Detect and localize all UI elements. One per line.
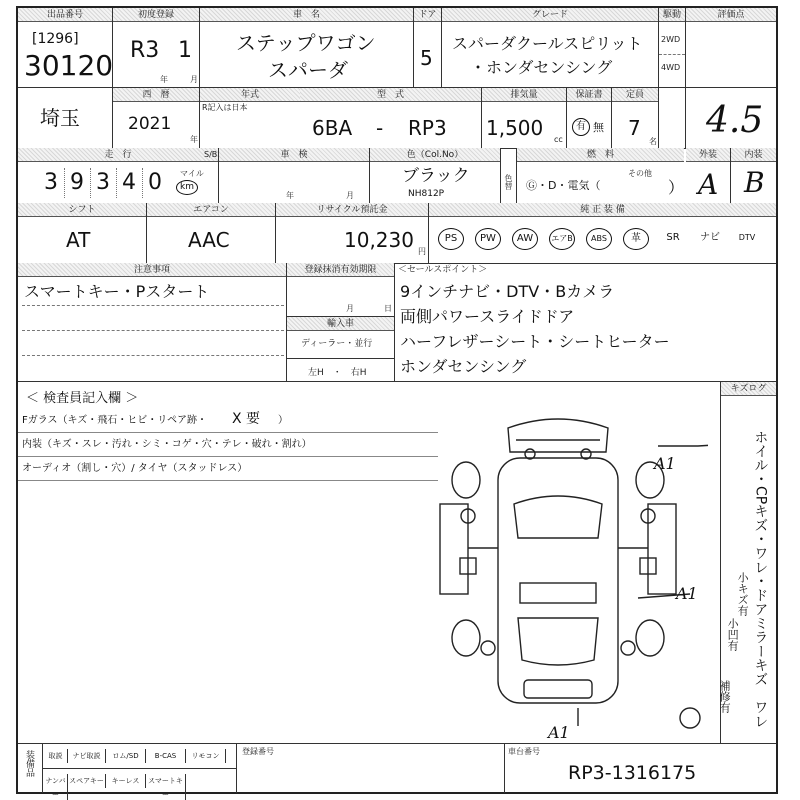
exterior-grade: A: [698, 168, 719, 201]
inspection-expiry-header: 車 検: [219, 148, 369, 162]
equipment-header: 純 正 装 備: [429, 203, 776, 217]
lot-bracket: [1296]: [32, 31, 79, 47]
reg-no-label: 登録番号: [242, 747, 274, 756]
recycle-value: 10,230: [344, 228, 414, 252]
western-header: 西 暦: [113, 88, 199, 102]
exterior-header: 外装: [686, 148, 730, 162]
mileage-unit-mile: マイル: [180, 169, 204, 178]
footer-equipment-cell: キーレス: [106, 774, 146, 788]
year-note: R記入は日本: [202, 103, 248, 112]
equipment-badge: ABS: [586, 228, 612, 250]
equipment-badge: SR: [666, 232, 680, 243]
expiry-month-unit: 月: [346, 191, 354, 200]
footer-equipment-cell: ナビ取説: [68, 749, 106, 763]
sales-point-line: ホンダセンシング: [400, 357, 527, 376]
fuel-close: ）: [668, 178, 685, 197]
shift-header: シフト: [18, 203, 146, 217]
first-reg-header: 初度登録: [113, 8, 199, 22]
fuel-header: 燃 料: [517, 148, 684, 162]
right-notes-col4: 補修有: [718, 680, 732, 713]
shift-value: AT: [66, 228, 91, 252]
model-header: 型 式: [300, 88, 481, 102]
inspector-header: ＜ 検査員記入欄 ＞: [26, 391, 139, 406]
inspector-line1: Fガラス（キズ・飛石・ヒビ・リペア跡・: [22, 415, 208, 426]
model-year-header: 年式: [200, 88, 300, 102]
import-dealer: ディーラー・並行: [301, 339, 373, 349]
mileage-header: 走 行: [18, 148, 218, 162]
footer-equipment-cell: ナンバー: [44, 774, 68, 800]
equipment-badge: DTV: [738, 233, 756, 242]
import-header: 輸入車: [287, 317, 394, 331]
footer-equipment-cell: スペアキー: [68, 774, 106, 788]
mileage-digit: 3: [44, 170, 58, 195]
mileage-unit-km: km: [176, 180, 198, 195]
import-steering: 左H ・ 右H: [308, 368, 367, 378]
footer-equipment-label: 装備品: [24, 750, 34, 777]
notes-line1: スマートキー・Pスタート: [24, 282, 210, 301]
right-notes-col2: 小キズ有: [736, 572, 750, 616]
capacity-unit: 名: [649, 137, 657, 146]
right-notes-header: キズログ: [721, 382, 776, 396]
lot-number: 30120: [24, 49, 114, 82]
recycle-header: リサイクル預託金: [276, 203, 428, 217]
reg-month: 月: [346, 304, 354, 313]
right-notes-col1: ホイル・CPキズ・ワレ・ドアミラーキズ ワレ: [752, 430, 769, 729]
drive-header: 駆動: [659, 8, 685, 22]
mileage-digit: 9: [70, 170, 84, 195]
model-code: RP3: [408, 116, 447, 140]
mileage-digit: 3: [96, 170, 110, 195]
inspection-header: 保証書: [567, 88, 611, 102]
grade-line2: ・ホンダセンシング: [470, 58, 613, 77]
equipment-badge: 革: [623, 228, 649, 250]
first-reg-month: 1: [178, 38, 192, 63]
sales-point-line: 9インチナビ・DTV・Bカメラ: [400, 282, 615, 301]
reg-day: 日: [384, 304, 392, 313]
recycle-unit: 円: [418, 247, 426, 256]
color-change-label: 色替: [504, 174, 513, 190]
fuel-options: Ⓖ・D・電気（: [526, 179, 601, 192]
equipment-badge: エアB: [549, 228, 575, 250]
western-year-unit: 年: [190, 135, 198, 144]
model-dash: -: [376, 116, 384, 140]
footer-equipment-cell: ロム/SD: [106, 749, 146, 763]
auction-sheet: [16, 6, 778, 799]
warranty-yes: 有: [572, 118, 590, 136]
mileage-digit: 0: [148, 170, 162, 195]
warranty-no: 無: [593, 121, 604, 134]
month-unit: 月: [190, 75, 198, 84]
mileage-note: S/B: [204, 150, 218, 159]
aircon-value: AAC: [188, 228, 230, 252]
doors-value: 5: [420, 46, 433, 70]
car-name-line1: ステップワゴン: [236, 31, 376, 55]
lot-header: 出品番号: [18, 8, 112, 22]
expiry-year-unit: 年: [286, 191, 294, 200]
interior-grade: B: [744, 166, 765, 199]
car-name-header: 車 名: [200, 8, 413, 22]
model-prefix: 6BA: [312, 116, 353, 140]
mileage-digit: 4: [122, 170, 136, 195]
inspector-line2: 内装（キズ・スレ・汚れ・シミ・コゲ・穴・テレ・破れ・割れ）: [22, 439, 312, 450]
score-header: 評価点: [686, 8, 776, 22]
inspector-line1-mark: X 要: [232, 411, 261, 427]
western-year: 2021: [128, 114, 172, 134]
displacement-unit: cc: [554, 135, 563, 144]
footer-equipment-cell: B-CAS: [146, 749, 186, 763]
year-unit: 年: [160, 75, 168, 84]
fuel-other: その他: [628, 169, 652, 178]
interior-header: 内装: [731, 148, 776, 162]
inspector-line1-close: ）: [278, 415, 288, 426]
displacement-header: 排気量: [482, 88, 566, 102]
footer-equipment-cell: スマートキー: [146, 774, 186, 800]
color-code: NH812P: [408, 189, 445, 199]
footer-equipment-cell: リモコン: [186, 749, 226, 763]
equipment-badge: PW: [475, 228, 501, 250]
equipment-badge: ナビ: [700, 232, 720, 243]
registration-header: 登録抹消有効期限: [287, 263, 394, 277]
grade-line1: スパーダクールスピリット: [452, 34, 643, 53]
aircon-header: エアコン: [147, 203, 275, 217]
grade-header: グレード: [442, 8, 658, 22]
drive-4wd: 4WD: [661, 63, 681, 72]
color-name: ブラック: [402, 166, 470, 186]
mark-rear-right: A1: [676, 584, 698, 603]
color-header: 色（Col.No）: [370, 148, 500, 162]
drive-2wd: 2WD: [661, 35, 681, 44]
mark-bottom: A1: [548, 723, 570, 742]
capacity-value: 7: [628, 116, 641, 140]
doors-header: ドア: [414, 8, 441, 22]
sales-point-line: ハーフレザーシート・シートヒーター: [400, 332, 670, 351]
sales-points-header: ＜セールスポイント＞: [398, 265, 488, 275]
equipment-badge: AW: [512, 228, 538, 250]
score-value: 4.5: [706, 100, 764, 141]
car-name-line2: スパーダ: [268, 58, 348, 82]
right-notes-col3: 小凹有: [726, 618, 740, 651]
frame-number: RP3-1316175: [568, 762, 697, 784]
region: 埼玉: [40, 106, 80, 130]
sales-point-line: 両側パワースライドドア: [400, 307, 575, 326]
capacity-header: 定員: [612, 88, 658, 102]
displacement-value: 1,500: [486, 116, 544, 140]
mark-front-right: A1: [654, 454, 676, 473]
first-reg-era: R3: [130, 38, 160, 63]
inspector-line3: オーディオ（割し・穴）/ タイヤ（スタッドレス）: [22, 463, 248, 474]
equipment-badge: PS: [438, 228, 464, 250]
frame-label: 車台番号: [508, 747, 540, 756]
footer-equipment-cell: 取説: [44, 749, 68, 763]
notes-header: 注意事項: [18, 263, 286, 277]
